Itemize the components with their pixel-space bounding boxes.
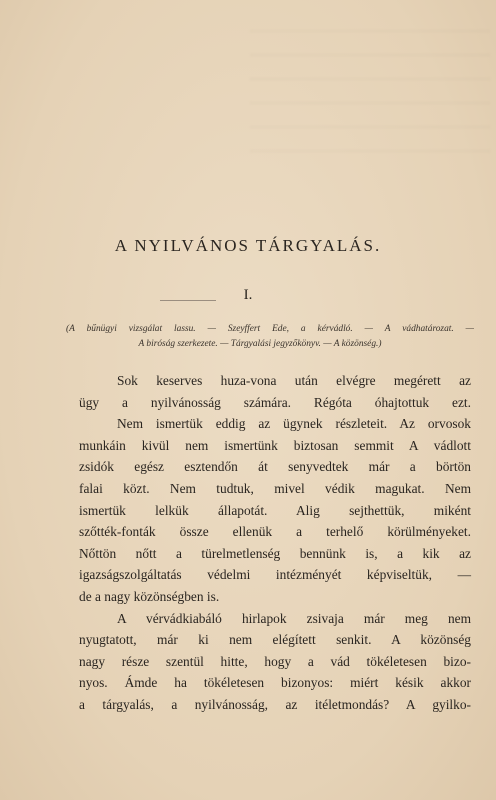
chapter-number: I. <box>243 287 253 303</box>
text-line: ügy a nyilvánosság számára. Régóta óhajtottuk ezt. <box>79 394 471 410</box>
text-line: ismertük lelkük állapotát. Alig sejthettük, miként <box>79 502 471 518</box>
text-line: nyos. Ámde ha tökéletesen bizonyos: miért késik akkor <box>79 675 471 691</box>
text-line: falai közt. Nem tudtuk, mivel védik magukat. Nem <box>79 480 471 496</box>
text-line: zsidók egész esztendőn át senyvedtek már a börtön <box>79 459 471 475</box>
text-line: munkáin kivül nem ismertünk biztosan semmit A vádlott <box>79 437 471 453</box>
body-text <box>79 370 471 716</box>
text-line: Nem ismertük eddig az ügynek részleteit. Az orvosok <box>117 416 471 432</box>
chapter-title: A NYILVÁNOS TÁRGYALÁS. <box>114 236 382 255</box>
text-line: igazságszolgáltatás védelmi intézményét képviseltük, — <box>79 567 471 583</box>
show-through-text <box>250 30 490 170</box>
chapter-summary <box>66 322 474 352</box>
text-line: nyugtatott, már ki nem elégített senkit. A közönség <box>79 632 471 648</box>
text-line: Nőttön nőtt a türelmetlenség bennünk is, a kik az <box>79 545 471 561</box>
text-line: Sok keserves huza-vona után elvégre megérett az <box>117 373 471 388</box>
summary-line: A biróság szerkezete. — Tárgyalási jegyzőkönyv. — A közönség.) <box>138 339 382 349</box>
text-line: de a nagy közönségben is. <box>79 588 220 604</box>
summary-line: (A bűnügyi vizsgálat lassu. — Szeyffert Ede, a kérvádló. — A vádhatározat. — <box>66 324 474 334</box>
text-line: a tárgyalás, a nyilvánosság, az itéletmondás? A gyilko- <box>79 696 471 712</box>
text-line: A vérvádkiabáló hirlapok zsivaja már meg nem <box>117 610 471 626</box>
text-line: nagy része szentül hitte, hogy a vád tökéletesen bizo- <box>79 653 471 669</box>
text-line: szőtték-fonták össze ellenük a terhelő körülményeket. <box>79 524 471 540</box>
